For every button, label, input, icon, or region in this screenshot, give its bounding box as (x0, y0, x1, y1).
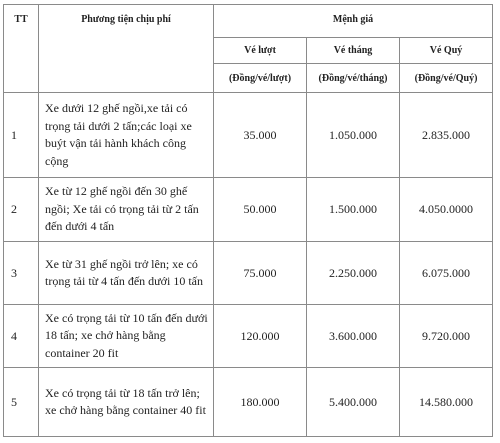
row-monthly: 2.250.000 (307, 242, 400, 305)
header-row (4, 5, 493, 38)
row-tt: 3 (4, 242, 39, 305)
row-tt: 4 (4, 305, 39, 368)
unit-per-trip: (Đồng/vé/lượt) (214, 64, 307, 93)
row-quarterly: 2.835.000 (400, 93, 493, 178)
header-per-trip: Vé lượt (214, 38, 307, 64)
row-per-trip: 120.000 (214, 305, 307, 368)
row-monthly: 3.600.000 (307, 305, 400, 368)
table-row (4, 305, 493, 368)
row-per-trip: 50.000 (214, 178, 307, 242)
row-per-trip: 75.000 (214, 242, 307, 305)
row-monthly: 1.050.000 (307, 93, 400, 178)
row-vehicle: Xe từ 12 ghế ngồi đến 30 ghế ngồi; Xe tải có trọng tải từ 2 tấn đến dưới 4 tấn (39, 178, 214, 242)
header-tt: TT (4, 5, 39, 93)
row-quarterly: 6.075.000 (400, 242, 493, 305)
row-tt: 2 (4, 178, 39, 242)
table-row (4, 178, 493, 242)
row-vehicle: Xe có trọng tải từ 10 tấn đến dưới 18 tấn; xe chở hàng bằng container 20 fit (39, 305, 214, 368)
unit-quarterly: (Đồng/vé/Quý) (400, 64, 493, 93)
row-vehicle: Xe có trọng tải từ 18 tấn trở lên; xe chở hàng bằng container 40 fit (39, 368, 214, 437)
header-vehicle: Phương tiện chịu phí (39, 5, 214, 93)
row-vehicle: Xe từ 31 ghế ngồi trở lên; xe có trọng tải từ 4 tấn đến dưới 10 tấn (39, 242, 214, 305)
row-per-trip: 180.000 (214, 368, 307, 437)
row-tt: 1 (4, 93, 39, 178)
table-row (4, 368, 493, 437)
toll-fee-table (3, 4, 493, 437)
header-quarterly: Vé Quý (400, 38, 493, 64)
table-row (4, 93, 493, 178)
row-quarterly: 4.050.0000 (400, 178, 493, 242)
header-denomination: Mệnh giá (214, 5, 493, 38)
row-tt: 5 (4, 368, 39, 437)
row-monthly: 5.400.000 (307, 368, 400, 437)
table-row (4, 242, 493, 305)
unit-monthly: (Đồng/vé/tháng) (307, 64, 400, 93)
row-vehicle: Xe dưới 12 ghế ngồi,xe tải có trọng tải dưới 2 tấn;các loại xe buýt vận tải hành khách công cộng (39, 93, 214, 178)
row-quarterly: 14.580.000 (400, 368, 493, 437)
row-quarterly: 9.720.000 (400, 305, 493, 368)
row-per-trip: 35.000 (214, 93, 307, 178)
row-monthly: 1.500.000 (307, 178, 400, 242)
header-monthly: Vé tháng (307, 38, 400, 64)
